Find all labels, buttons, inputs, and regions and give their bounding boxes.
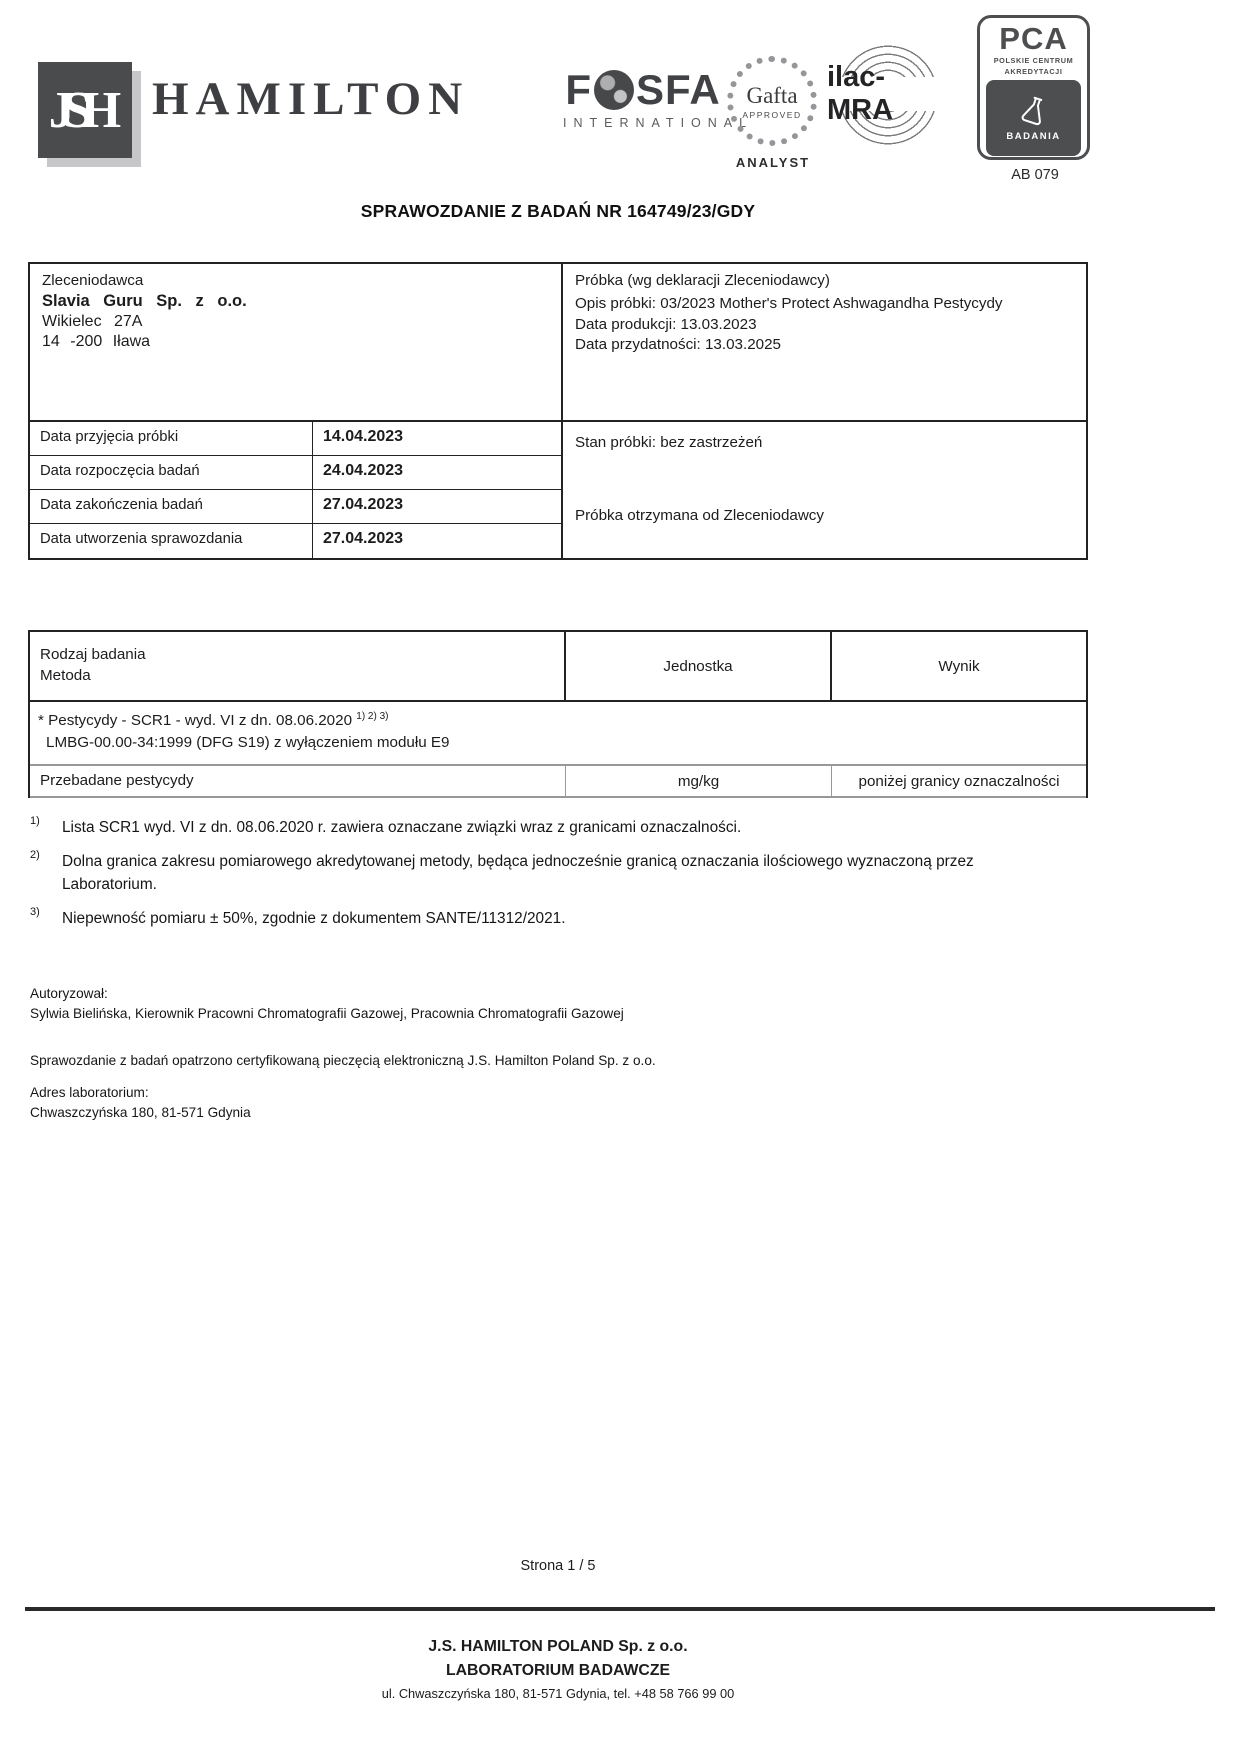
method-footnote-markers: 1) 2) 3) xyxy=(356,711,389,722)
date-label: Data zakończenia badań xyxy=(30,490,313,523)
wreath-icon xyxy=(727,56,817,146)
authorization-block xyxy=(30,984,1070,1123)
date-value: 27.04.2023 xyxy=(323,530,404,547)
gafta-seal xyxy=(727,56,819,170)
footnote-text: Niepewność pomiaru ± 50%, zgodnie z dokumentem SANTE/11312/2021. xyxy=(62,910,566,928)
authorized-by-label: Autoryzował: xyxy=(30,986,108,1001)
result-row xyxy=(30,766,1086,798)
dates-state-row xyxy=(30,422,1086,558)
authorized-by-person: Sylwia Bielińska, Kierownik Pracowni Chromatografii Gazowej, Pracownia Chromatografii Gazowej xyxy=(30,1005,624,1021)
client-sample-table xyxy=(28,262,1088,560)
footer-laboratory: LABORATORIUM BADAWCZE xyxy=(445,1662,671,1679)
footnote-1 xyxy=(30,816,1065,839)
header-unit: Jednostka xyxy=(566,632,832,700)
footnote-text: Dolna granica zakresu pomiarowego akredytowanej metody, będąca jednocześnie granicą oznaczania ilościowego wyznaczoną przez Laboratorium. xyxy=(62,853,974,894)
fosfa-logo xyxy=(563,66,754,130)
method-line1 xyxy=(38,710,1086,732)
lab-address: Chwaszczyńska 180, 81-571 Gdynia xyxy=(30,1104,251,1120)
client-address-line1: Wikielec 27A xyxy=(42,313,143,330)
date-label: Data utworzenia sprawozdania xyxy=(30,524,313,558)
sample-cell xyxy=(563,264,1086,420)
ilac-mra-label: ilac-MRA xyxy=(827,61,894,126)
sample-received: Próbka otrzymana od Zleceniodawcy xyxy=(574,507,824,524)
fosfa-wordmark xyxy=(563,66,723,114)
footer-divider xyxy=(25,1607,1215,1611)
gafta-analyst-label: ANALYST xyxy=(735,155,811,170)
footer-address: ul. Chwaszczyńska 180, 81-571 Gdynia, tel. +48 58 766 99 00 xyxy=(381,1686,735,1701)
table-row xyxy=(30,524,561,558)
date-value: 27.04.2023 xyxy=(323,496,404,513)
globe-icon xyxy=(594,70,634,110)
header-test-type-line2: Metoda xyxy=(40,667,91,685)
table-row xyxy=(30,456,561,490)
date-value: 24.04.2023 xyxy=(323,462,404,479)
electronic-seal-note: Sprawozdanie z badań opatrzono certyfikowaną pieczęcią elektroniczną J.S. Hamilton Poland Sp. z o.o. xyxy=(30,1053,656,1069)
result-value: poniżej granicy oznaczalności xyxy=(858,772,1060,790)
fosfa-text-right: SFA xyxy=(635,66,721,113)
footnote-marker: 3) xyxy=(30,906,40,919)
gafta-name: Gafta xyxy=(746,82,798,108)
date-value: 14.04.2023 xyxy=(323,428,404,445)
pca-org-line1: POLSKIE CENTRUM xyxy=(993,56,1074,65)
sample-state: Stan próbki: bez zastrzeżeń xyxy=(574,434,763,451)
pca-badania-panel xyxy=(986,80,1081,156)
ilac-mra-label-band xyxy=(827,61,949,126)
pca-badania-label: BADANIA xyxy=(1006,131,1061,143)
client-cell xyxy=(30,264,563,420)
footnote-marker: 2) xyxy=(30,849,40,862)
footnote-text: Lista SCR1 wyd. VI z dn. 08.06.2020 r. zawiera oznaczane związki wraz z granicami oznaczalności. xyxy=(62,819,742,836)
pca-badge xyxy=(977,15,1090,160)
jsh-logo xyxy=(38,62,132,158)
footnote-marker: 1) xyxy=(30,815,40,827)
sample-state-cell xyxy=(563,422,1086,558)
dates-table xyxy=(30,422,563,558)
date-label: Data rozpoczęcia badań xyxy=(30,456,313,489)
header-test-type xyxy=(30,632,566,700)
result-unit: mg/kg xyxy=(566,766,832,796)
pca-accreditation-number: AB 079 xyxy=(1011,167,1059,183)
sample-production-date: Data produkcji: 13.03.2023 xyxy=(574,315,757,333)
fosfa-subtitle: INTERNATIONAL xyxy=(563,116,754,130)
lab-address-label: Adres laboratorium: xyxy=(30,1085,149,1101)
sample-expiry-date: Data przydatności: 13.03.2025 xyxy=(574,336,781,354)
method-name: * Pestycydy - SCR1 - wyd. VI z dn. 08.06.2020 xyxy=(38,712,353,730)
footnote-3 xyxy=(30,907,1065,930)
client-name: Slavia Guru Sp. z o.o. xyxy=(42,292,247,310)
pca-name: PCA xyxy=(999,21,1068,56)
report-title: SPRAWOZDANIE Z BADAŃ NR 164749/23/GDY xyxy=(360,201,756,221)
client-address-line2: 14 -200 Iława xyxy=(42,333,151,350)
client-label: Zleceniodawca xyxy=(42,272,144,289)
method-line2: LMBG-00.00-34:1999 (DFG S19) z wyłączeniem modułu E9 xyxy=(46,734,450,752)
table-row xyxy=(30,490,561,524)
result-name: Przebadane pestycydy xyxy=(30,766,566,796)
table-row xyxy=(30,422,561,456)
page-number: Strona 1 / 5 xyxy=(520,1558,596,1574)
flask-icon xyxy=(1017,94,1051,128)
ilac-mra-seal xyxy=(827,40,943,150)
hamilton-wordmark: HAMILTON xyxy=(152,73,470,125)
method-row xyxy=(30,702,1086,766)
gafta-approved-label: APPROVED xyxy=(742,109,802,120)
fosfa-text-left: F xyxy=(565,66,592,113)
sample-description: Opis próbki: 03/2023 Mother's Protect Ashwagandha Pestycydy xyxy=(574,295,1003,312)
results-header-row xyxy=(30,632,1086,702)
header-test-type-line1: Rodzaj badania xyxy=(40,646,146,663)
results-table xyxy=(28,630,1088,798)
footnote-2 xyxy=(30,850,1065,896)
sample-label: Próbka (wg deklaracji Zleceniodawcy) xyxy=(574,272,830,289)
client-sample-row xyxy=(30,264,1086,422)
jsh-monogram: JSH xyxy=(48,81,110,139)
footnotes xyxy=(30,816,1065,941)
pca-org-line2: AKREDYTACJI xyxy=(1004,67,1063,77)
header-result: Wynik xyxy=(938,657,980,675)
footer-company: J.S. HAMILTON POLAND Sp. z o.o. xyxy=(428,1638,688,1655)
date-label: Data przyjęcia próbki xyxy=(30,422,313,455)
